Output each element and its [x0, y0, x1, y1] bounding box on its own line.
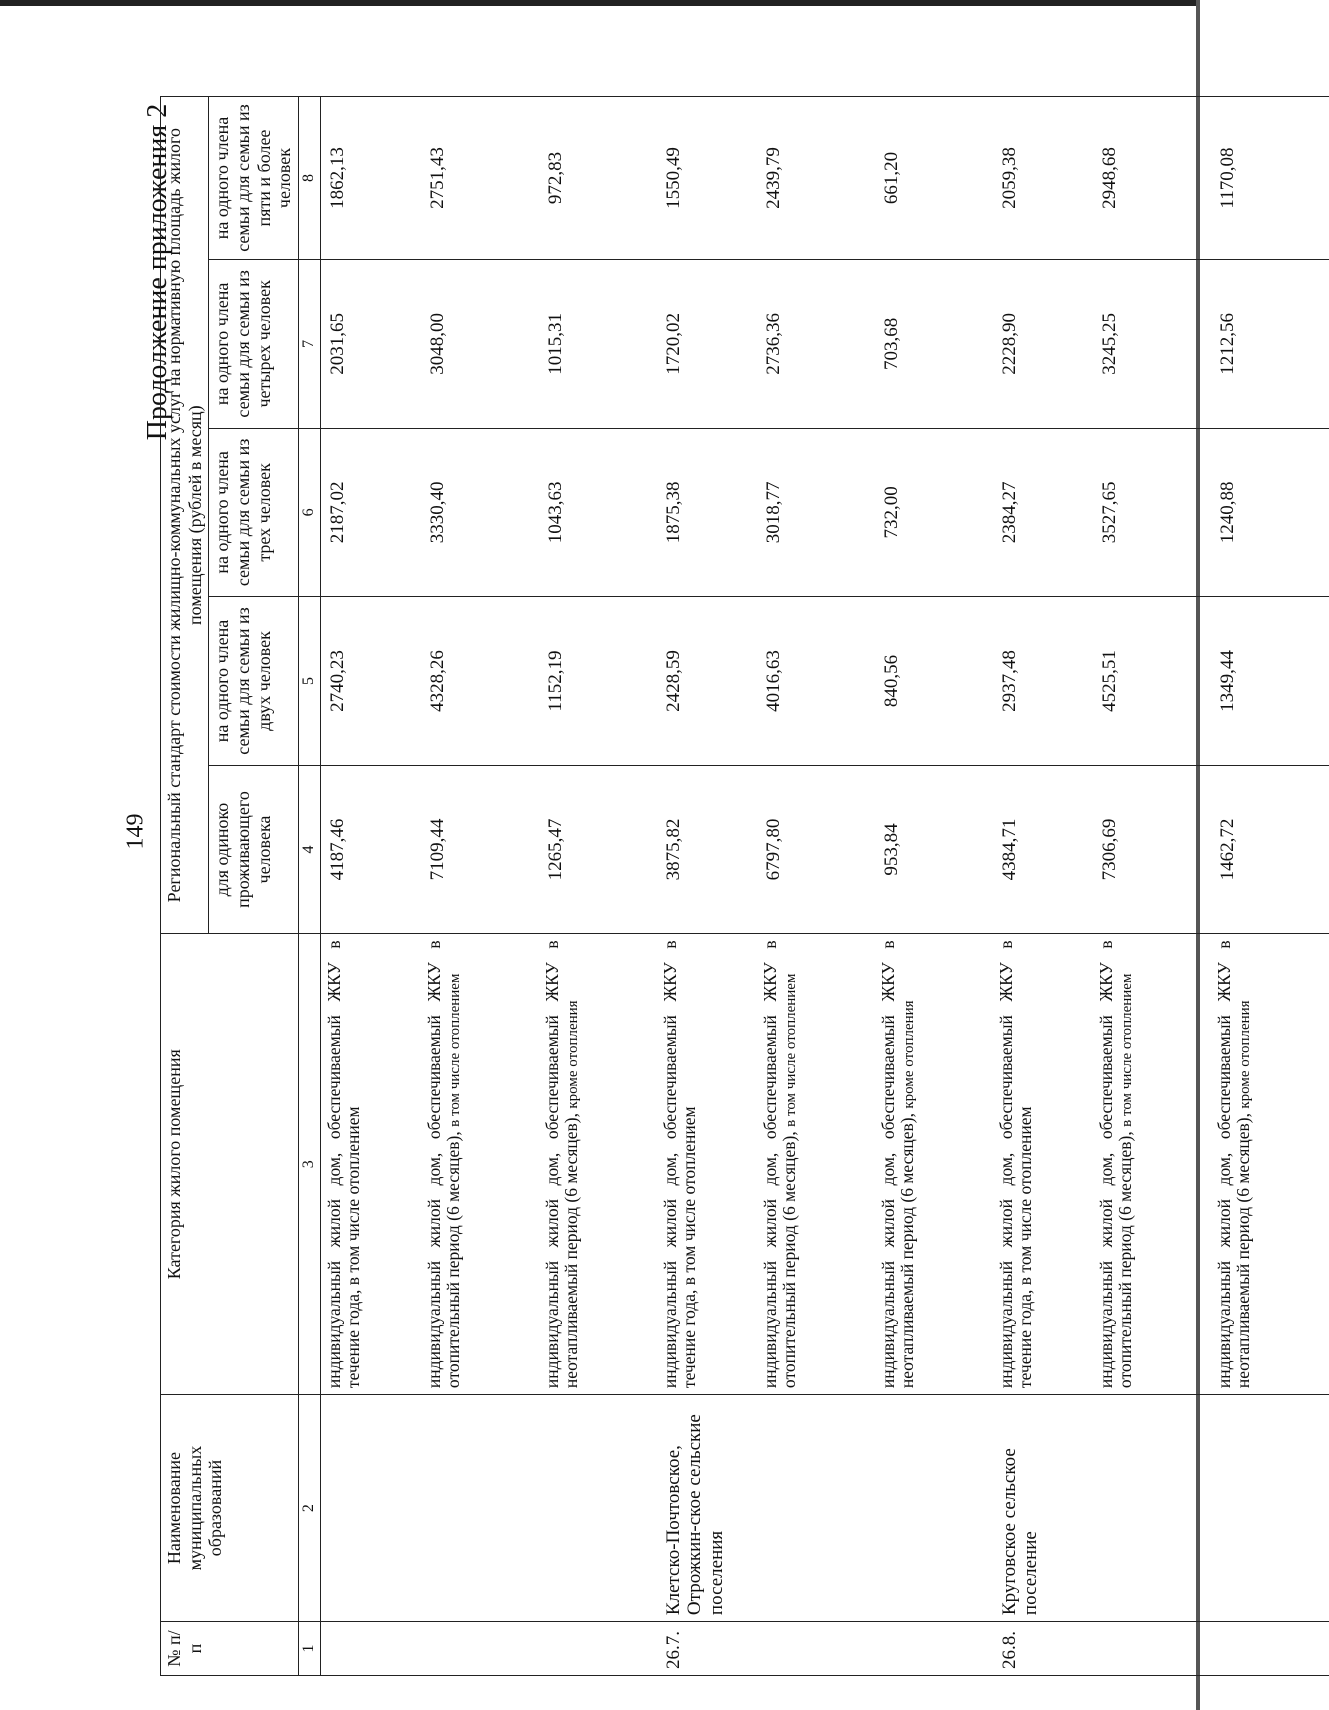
table-container	[160, 96, 1254, 1676]
value-fam3: 2384,27	[993, 428, 1093, 597]
municipality-name	[539, 1395, 657, 1622]
column-number: 7	[299, 260, 320, 429]
municipality-name	[1093, 1395, 1211, 1622]
column-number: 4	[299, 765, 320, 934]
value-fam2: 2740,23	[320, 597, 421, 766]
row-number	[757, 1622, 875, 1676]
scan-top-edge	[0, 0, 1200, 6]
municipality-name: Клетско-Почтовское, Отрожкин-ское сельские поселения	[657, 1395, 757, 1622]
category-text: индивидуальный жилой дом, обеспечиваемый ЖКУ в отопительный период (6 месяцев),	[1095, 940, 1136, 1389]
category-cell	[320, 934, 421, 1395]
value-fam2: 840,56	[875, 597, 993, 766]
table-row	[320, 97, 421, 1676]
cost-standard-table	[160, 96, 1329, 1676]
category-cell	[757, 934, 875, 1395]
header-standard: Региональный стандарт стоимости жилищно-коммунальных услуг на нормативную площадь жилого помещения (рублей в месяц)	[161, 97, 209, 934]
value-fam5: 2948,68	[1093, 97, 1211, 260]
page-number: 149	[122, 813, 149, 850]
category-subtext: в том числе отоплением	[1119, 973, 1136, 1127]
value-fam3: 1875,38	[657, 428, 757, 597]
row-number	[1093, 1622, 1211, 1676]
row-number	[320, 1622, 421, 1676]
value-fam4: 2228,90	[993, 260, 1093, 429]
category-cell	[657, 934, 757, 1395]
value-single: 6797,80	[757, 765, 875, 934]
category-cell	[993, 934, 1093, 1395]
value-fam5: 2439,79	[757, 97, 875, 260]
category-subtext: в том числе отоплением	[447, 973, 464, 1127]
category-subtext: кроме отопления	[565, 1000, 582, 1109]
header-fam2: на одного члена семьи для семьи из двух человек	[209, 597, 299, 766]
value-fam4: 1015,31	[539, 260, 657, 429]
header-fam5: на одного члена семьи для семьи из пяти и более человек	[209, 97, 299, 260]
appendix-label: Продолжение приложения 2	[142, 103, 173, 441]
category-subtext: кроме отопления	[901, 1000, 918, 1109]
value-single: 953,84	[875, 765, 993, 934]
column-number: 1	[299, 1622, 320, 1676]
rotated-table-frame	[160, 96, 1254, 1676]
value-single: 3875,82	[657, 765, 757, 934]
row-number	[421, 1622, 539, 1676]
value-single: 1265,47	[539, 765, 657, 934]
category-text: индивидуальный жилой дом, обеспечиваемый ЖКУ в отопительный период (6 месяцев),	[423, 940, 464, 1389]
category-text: индивидуальный жилой дом, обеспечиваемый ЖКУ в неотапливаемый период (6 месяцев),	[1213, 940, 1254, 1389]
header-fam4: на одного члена семьи для семьи из четырех человек	[209, 260, 299, 429]
table-row	[421, 97, 539, 1676]
column-number: 3	[299, 934, 320, 1395]
row-number: 26.8.	[993, 1622, 1093, 1676]
value-fam2: 4016,63	[757, 597, 875, 766]
value-fam4: 1212,56	[1211, 260, 1329, 429]
category-cell	[421, 934, 539, 1395]
value-single: 4384,71	[993, 765, 1093, 934]
column-number: 5	[299, 597, 320, 766]
row-number	[1211, 1622, 1329, 1676]
value-single: 4187,46	[320, 765, 421, 934]
table-row	[757, 97, 875, 1676]
header-category: Категория жилого помещения	[161, 934, 299, 1395]
category-text: индивидуальный жилой дом, обеспечиваемый ЖКУ в течение года, в том числе отоплением	[323, 940, 364, 1389]
value-fam4: 2736,36	[757, 260, 875, 429]
value-fam5: 1862,13	[320, 97, 421, 260]
header-municipality: Наименование муниципальных образований	[161, 1395, 299, 1622]
table-body	[320, 97, 1329, 1676]
value-fam3: 2187,02	[320, 428, 421, 597]
municipality-name	[757, 1395, 875, 1622]
municipality-name	[320, 1395, 421, 1622]
column-number: 2	[299, 1395, 320, 1622]
value-fam5: 661,20	[875, 97, 993, 260]
value-fam2: 2428,59	[657, 597, 757, 766]
category-cell	[875, 934, 993, 1395]
category-text: индивидуальный жилой дом, обеспечиваемый ЖКУ в отопительный период (6 месяцев),	[759, 940, 800, 1389]
municipality-name: Круговское сельское поселение	[993, 1395, 1093, 1622]
value-fam3: 1240,88	[1211, 428, 1329, 597]
table-row	[993, 97, 1093, 1676]
row-number: 26.7.	[657, 1622, 757, 1676]
municipality-name	[875, 1395, 993, 1622]
category-text: индивидуальный жилой дом, обеспечиваемый ЖКУ в неотапливаемый период (6 месяцев),	[541, 940, 582, 1389]
value-fam2: 2937,48	[993, 597, 1093, 766]
value-fam5: 2059,38	[993, 97, 1093, 260]
category-subtext: кроме отопления	[1237, 1000, 1254, 1109]
table-row	[657, 97, 757, 1676]
header-single: для одиноко проживающего человека	[209, 765, 299, 934]
value-fam3: 3330,40	[421, 428, 539, 597]
category-subtext: в том числе отоплением	[783, 973, 800, 1127]
table-row	[875, 97, 993, 1676]
value-fam4: 703,68	[875, 260, 993, 429]
value-single: 7109,44	[421, 765, 539, 934]
value-fam3: 3018,77	[757, 428, 875, 597]
table-row	[539, 97, 657, 1676]
value-fam4: 3245,25	[1093, 260, 1211, 429]
header-num: № п/п	[161, 1622, 299, 1676]
value-fam4: 3048,00	[421, 260, 539, 429]
row-number	[539, 1622, 657, 1676]
category-text: индивидуальный жилой дом, обеспечиваемый ЖКУ в неотапливаемый период (6 месяцев),	[877, 940, 918, 1389]
value-fam3: 732,00	[875, 428, 993, 597]
row-number	[875, 1622, 993, 1676]
value-fam4: 2031,65	[320, 260, 421, 429]
category-cell	[1211, 934, 1329, 1395]
value-fam2: 4328,26	[421, 597, 539, 766]
column-number: 8	[299, 97, 320, 260]
municipality-name	[421, 1395, 539, 1622]
value-fam5: 1550,49	[657, 97, 757, 260]
value-fam5: 2751,43	[421, 97, 539, 260]
value-fam2: 1349,44	[1211, 597, 1329, 766]
value-fam5: 1170,08	[1211, 97, 1329, 260]
table-row	[1211, 97, 1329, 1676]
category-cell	[1093, 934, 1211, 1395]
table-row	[1093, 97, 1211, 1676]
category-text: индивидуальный жилой дом, обеспечиваемый ЖКУ в течение года, в том числе отоплением	[659, 940, 700, 1389]
value-fam2: 1152,19	[539, 597, 657, 766]
category-text: индивидуальный жилой дом, обеспечиваемый ЖКУ в течение года, в том числе отоплением	[995, 940, 1036, 1389]
category-cell	[539, 934, 657, 1395]
column-number: 6	[299, 428, 320, 597]
value-fam3: 3527,65	[1093, 428, 1211, 597]
value-fam3: 1043,63	[539, 428, 657, 597]
value-fam4: 1720,02	[657, 260, 757, 429]
header-fam3: на одного члена семьи для семьи из трех человек	[209, 428, 299, 597]
value-fam5: 972,83	[539, 97, 657, 260]
municipality-name	[1211, 1395, 1329, 1622]
value-single: 7306,69	[1093, 765, 1211, 934]
value-single: 1462,72	[1211, 765, 1329, 934]
value-fam2: 4525,51	[1093, 597, 1211, 766]
